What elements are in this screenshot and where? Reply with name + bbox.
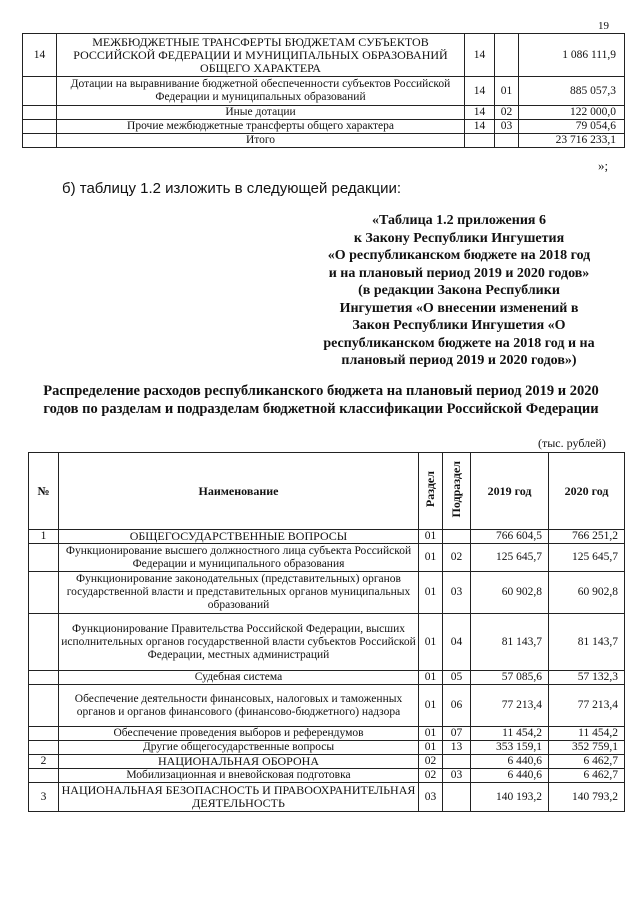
- table-caption: [300, 212, 618, 370]
- row-section: 01: [419, 671, 443, 685]
- row-name: НАЦИОНАЛЬНАЯ БЕЗОПАСНОСТЬ И ПРАВООХРАНИТЕЛЬНАЯ ДЕЯТЕЛЬНОСТЬ: [59, 783, 419, 812]
- row-2020: 77 213,4: [549, 685, 625, 727]
- table-row-total: [23, 134, 625, 148]
- row-section: 01: [419, 530, 443, 544]
- row-number: 2: [29, 755, 59, 769]
- caption-line: Ингушетия «О внесении изменений в: [339, 300, 579, 316]
- caption-line: и на плановый период 2019 и 2020 годов»: [328, 265, 590, 281]
- row-2019: 6 440,6: [471, 769, 549, 783]
- row-subsection: 04: [443, 614, 471, 671]
- row-2020: 57 132,3: [549, 671, 625, 685]
- row-name: Обеспечение проведения выборов и референдумов: [59, 727, 419, 741]
- row-section: 02: [419, 769, 443, 783]
- row-2019: 125 645,7: [471, 544, 549, 572]
- row-section: 14: [465, 34, 495, 77]
- table-row: [29, 755, 625, 769]
- row-number: [29, 572, 59, 614]
- row-2019: 140 193,2: [471, 783, 549, 812]
- row-subsection: 03: [443, 572, 471, 614]
- row-name: Судебная система: [59, 671, 419, 685]
- page-number: 19: [598, 20, 609, 32]
- caption-line: Закон Республики Ингушетия «О: [352, 318, 566, 333]
- row-number: [29, 769, 59, 783]
- instruction-text: б) таблицу 1.2 изложить в следующей редакции:: [62, 180, 402, 197]
- row-2020: 60 902,8: [549, 572, 625, 614]
- row-amount: 1 086 111,9: [519, 34, 625, 77]
- row-amount: 23 716 233,1: [519, 134, 625, 148]
- row-section: 03: [419, 783, 443, 812]
- row-section: 01: [419, 685, 443, 727]
- header-subsection-label: Подраздел: [449, 461, 463, 518]
- unit-label: (тыс. рублей): [538, 436, 606, 450]
- header-subsection: [443, 453, 471, 530]
- table-row: [29, 614, 625, 671]
- header-2020: 2020 год: [549, 453, 625, 530]
- row-2019: 766 604,5: [471, 530, 549, 544]
- row-name: Функционирование Правительства Российской Федерации, высших исполнительных органов государственной власти субъектов Российской Федерации, местных администраций: [59, 614, 419, 671]
- caption-line: республиканском бюджете на 2018 год и на: [323, 335, 595, 351]
- row-number: 14: [23, 34, 57, 77]
- row-name: Дотации на выравнивание бюджетной обеспеченности субъектов Российской Федерации и муниципальных образований: [57, 77, 465, 106]
- row-name: НАЦИОНАЛЬНАЯ ОБОРОНА: [59, 755, 419, 769]
- table-row: [23, 106, 625, 120]
- row-subsection: 01: [495, 77, 519, 106]
- table-header-row: [29, 453, 625, 530]
- row-2020: 6 462,7: [549, 755, 625, 769]
- row-subsection: 02: [443, 544, 471, 572]
- table-row: [29, 530, 625, 544]
- row-2020: 125 645,7: [549, 544, 625, 572]
- row-section: 01: [419, 727, 443, 741]
- row-2020: 6 462,7: [549, 769, 625, 783]
- table-row: [29, 769, 625, 783]
- header-2019: 2019 год: [471, 453, 549, 530]
- table-row: [29, 783, 625, 812]
- row-name: Другие общегосударственные вопросы: [59, 741, 419, 755]
- row-2020: 81 143,7: [549, 614, 625, 671]
- expenditure-table: [28, 452, 625, 812]
- row-2019: 353 159,1: [471, 741, 549, 755]
- row-name: Обеспечение деятельности финансовых, налоговых и таможенных органов и органов финансового (финансово-бюджетного) надзора: [59, 685, 419, 727]
- header-name: Наименование: [59, 453, 419, 530]
- table-row: [29, 685, 625, 727]
- table-row: [29, 727, 625, 741]
- header-number: №: [29, 453, 59, 530]
- row-section: 01: [419, 544, 443, 572]
- row-subsection: [495, 134, 519, 148]
- row-2020: 766 251,2: [549, 530, 625, 544]
- row-amount: 79 054,6: [519, 120, 625, 134]
- caption-line: (в редакции Закона Республики: [358, 283, 560, 298]
- row-2019: 6 440,6: [471, 755, 549, 769]
- header-section: [419, 453, 443, 530]
- row-subsection: 05: [443, 671, 471, 685]
- row-name: Функционирование законодательных (представительных) органов государственной власти и представительных органов муниципальных образований: [59, 572, 419, 614]
- table-row: [29, 741, 625, 755]
- row-name: МЕЖБЮДЖЕТНЫЕ ТРАНСФЕРТЫ БЮДЖЕТАМ СУБЪЕКТОВ РОССИЙСКОЙ ФЕДЕРАЦИИ И МУНИЦИПАЛЬНЫХ ОБРАЗОВАНИЙ ОБЩЕГО ХАРАКТЕРА: [57, 34, 465, 77]
- row-subsection: [495, 34, 519, 77]
- row-number: [29, 727, 59, 741]
- row-number: [23, 134, 57, 148]
- caption-line: «Таблица 1.2 приложения 6: [372, 213, 546, 228]
- row-number: [29, 544, 59, 572]
- row-section: 01: [419, 741, 443, 755]
- row-amount: 122 000,0: [519, 106, 625, 120]
- section-heading: Распределение расходов республиканского бюджета на плановый период 2019 и 2020 годов по разделам и подразделам бюджетной классификации Российской Федерации: [43, 383, 599, 417]
- row-name: Иные дотации: [57, 106, 465, 120]
- row-number: 1: [29, 530, 59, 544]
- table-row: [23, 77, 625, 106]
- caption-line: к Закону Республики Ингушетия: [353, 230, 565, 246]
- row-section: 14: [465, 120, 495, 134]
- row-number: [29, 614, 59, 671]
- row-2020: 11 454,2: [549, 727, 625, 741]
- row-subsection: 03: [495, 120, 519, 134]
- row-2019: 60 902,8: [471, 572, 549, 614]
- row-name: Мобилизационная и вневойсковая подготовка: [59, 769, 419, 783]
- row-2019: 77 213,4: [471, 685, 549, 727]
- row-2019: 57 085,6: [471, 671, 549, 685]
- row-section: 14: [465, 106, 495, 120]
- row-subsection: [443, 530, 471, 544]
- table-row: [29, 572, 625, 614]
- row-amount: 885 057,3: [519, 77, 625, 106]
- row-subsection: [443, 783, 471, 812]
- caption-line: «О республиканском бюджете на 2018 год: [327, 248, 591, 263]
- table-row: [29, 671, 625, 685]
- row-number: [23, 106, 57, 120]
- row-number: [29, 685, 59, 727]
- row-subsection: [443, 755, 471, 769]
- row-number: 3: [29, 783, 59, 812]
- row-section: 01: [419, 614, 443, 671]
- table-row: [23, 34, 625, 77]
- row-section: 01: [419, 572, 443, 614]
- caption-line: плановый период 2019 и 2020 годов»): [341, 353, 577, 368]
- row-2019: 81 143,7: [471, 614, 549, 671]
- header-section-label: Раздел: [423, 471, 437, 508]
- row-subsection: 03: [443, 769, 471, 783]
- row-number: [23, 77, 57, 106]
- row-subsection: 06: [443, 685, 471, 727]
- row-number: [29, 741, 59, 755]
- row-section: 02: [419, 755, 443, 769]
- row-2020: 140 793,2: [549, 783, 625, 812]
- row-2020: 352 759,1: [549, 741, 625, 755]
- row-number: [23, 120, 57, 134]
- table-row: [23, 120, 625, 134]
- closing-quote: »;: [598, 158, 609, 173]
- row-name: ОБЩЕГОСУДАРСТВЕННЫЕ ВОПРОСЫ: [59, 530, 419, 544]
- row-subsection: 13: [443, 741, 471, 755]
- transfers-table: [22, 33, 625, 148]
- row-name: Функционирование высшего должностного лица субъекта Российской Федерации и муниципального образования: [59, 544, 419, 572]
- table-row: [29, 544, 625, 572]
- row-subsection: 02: [495, 106, 519, 120]
- row-subsection: 07: [443, 727, 471, 741]
- row-section: [465, 134, 495, 148]
- row-section: 14: [465, 77, 495, 106]
- row-2019: 11 454,2: [471, 727, 549, 741]
- row-number: [29, 671, 59, 685]
- row-name: Прочие межбюджетные трансферты общего характера: [57, 120, 465, 134]
- row-name: Итого: [57, 134, 465, 148]
